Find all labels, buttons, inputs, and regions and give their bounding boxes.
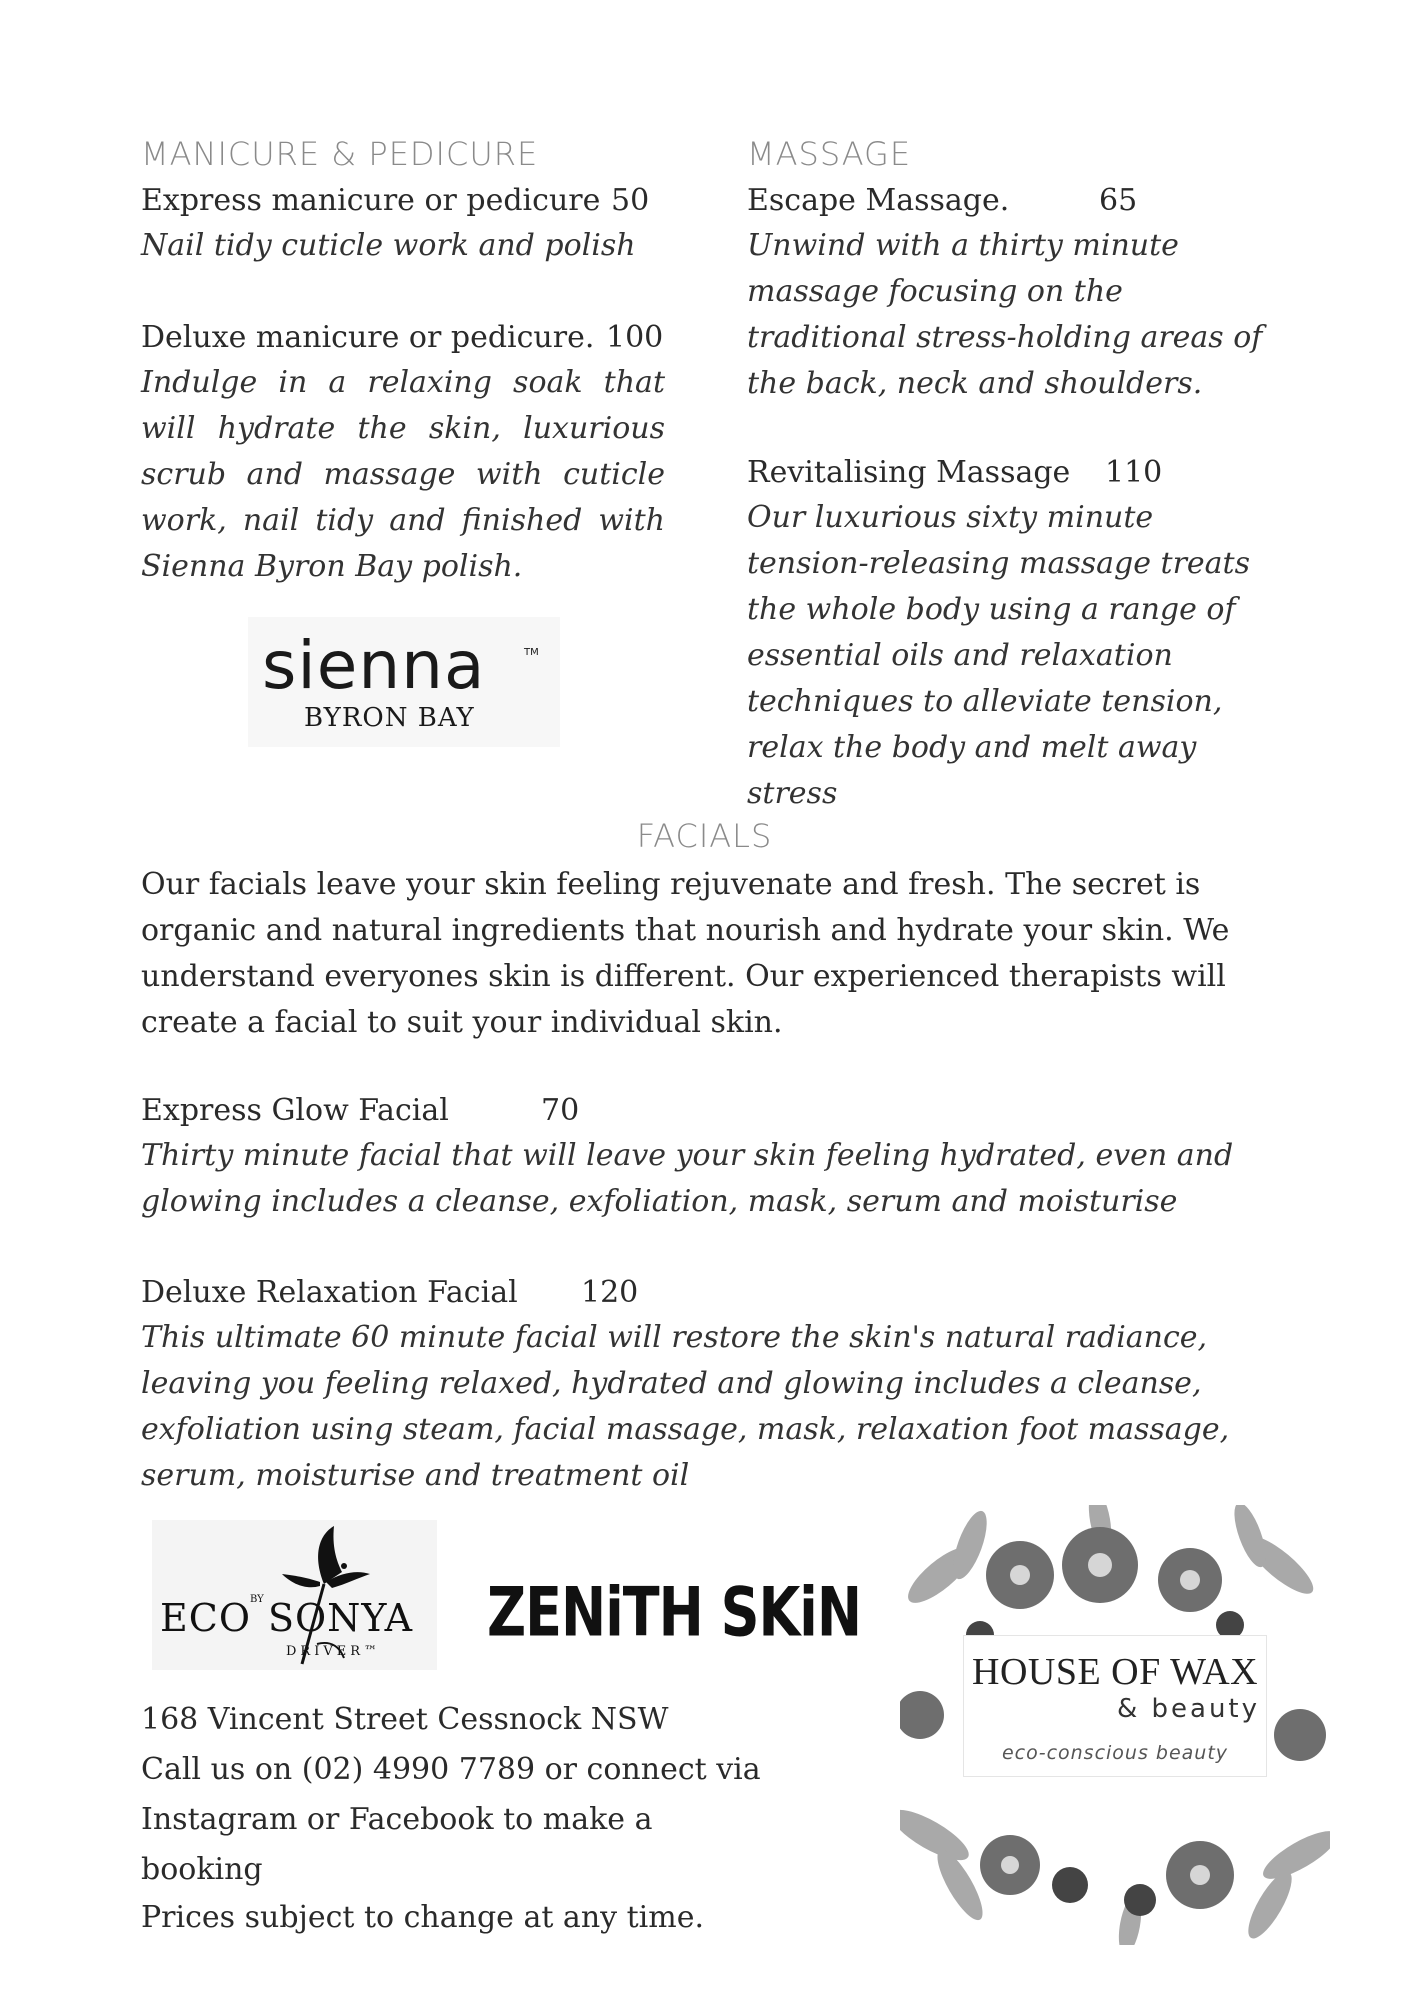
item-price: 70 [541,1093,580,1128]
item-price: 110 [1105,455,1163,490]
item-description: This ultimate 60 minute facial will restore the skin's natural radiance, leaving you feeling relaxed, hydrated and glowing includes a cleanse, exfoliation using steam, facial massage, mask, relaxation foot massage, serum, moisturise and treatment oil [141,1320,1230,1493]
item-name: Escape Massage. [747,183,1010,218]
item-description: Indulge in a relaxing soak that will hydrate the skin, luxurious scrub and massage with cuticle work, nail tidy and finished with Sienna Byron Bay polish. [141,365,665,584]
brand-card [963,1635,1267,1777]
eco-by-sonya-driver-logo [152,1520,437,1670]
item-description: Thirty minute facial that will leave your skin feeling hydrated, even and glowing includes a cleanse, exfoliation, mask, serum and moisturise [141,1138,1234,1219]
item-name: Deluxe Relaxation Facial [141,1275,518,1310]
contact-block [141,1695,781,1895]
trademark-mark: TM [524,647,539,658]
address: 168 Vincent Street Cessnock NSW [141,1702,669,1737]
item-description: Our luxurious sixty minute tension-releasing massage treats the whole body using a range of essential oils and relaxation techniques to alleviate tension, relax the body and melt away stress [747,500,1251,811]
item-description: Nail tidy cuticle work and polish [141,228,636,263]
manicure-item-deluxe [141,320,671,355]
item-name: Express Glow Facial [141,1093,449,1128]
manicure-heading: MANICURE & PEDICURE [141,135,539,173]
zenith-skin-logo: ZENiTH SKiN [487,1573,862,1652]
manicure-item-express [141,183,661,218]
item-name: Revitalising Massage [747,455,1071,490]
phone-line: Call us on (02) 4990 7789 or connect via [141,1752,761,1787]
brand-subtitle: & beauty [1116,1694,1260,1724]
facial-item-deluxe-relaxation [141,1275,741,1310]
item-description: Unwind with a thirty minute massage focusing on the traditional stress-holding areas of the back, neck and shoulders. [747,228,1263,401]
massage-item-revitalising [747,455,1247,490]
item-price: 65 [1099,183,1138,218]
item-price: 100 [606,320,664,355]
house-of-wax-brand-badge [900,1505,1330,1945]
logo-subtitle: BYRON BAY [304,703,475,733]
logo-subtitle: DRIVER™ [286,1644,382,1659]
logo-wordmark: sienna [262,627,486,704]
item-price: 50 [611,183,650,218]
massage-item-escape [747,183,1247,218]
item-name: Express manicure or pedicure [141,183,601,218]
social-line: Instagram or Facebook to make a booking [141,1802,653,1887]
item-name: Deluxe manicure or pedicure. [141,320,595,355]
logo-wordmark-eco: ECO [160,1596,251,1640]
brand-title: HOUSE OF WAX [972,1651,1259,1693]
logo-by: BY [250,1594,264,1605]
item-price: 120 [581,1275,639,1310]
price-disclaimer: Prices subject to change at any time. [141,1900,705,1935]
brand-tagline: eco-conscious beauty [1001,1742,1229,1764]
logo-wordmark-sonya: SONYA [268,1596,414,1640]
facials-intro: Our facials leave your skin feeling rejuvenate and fresh. The secret is organic and natural ingredients that nourish and hydrate your skin. We understand everyones skin is different. Our experienced therapists will create a facial to suit your individual skin. [141,867,1230,1040]
sienna-byron-bay-logo [248,617,560,747]
facials-heading: FACIALS [636,817,773,855]
facial-item-express-glow [141,1093,741,1128]
massage-heading: MASSAGE [747,135,912,173]
